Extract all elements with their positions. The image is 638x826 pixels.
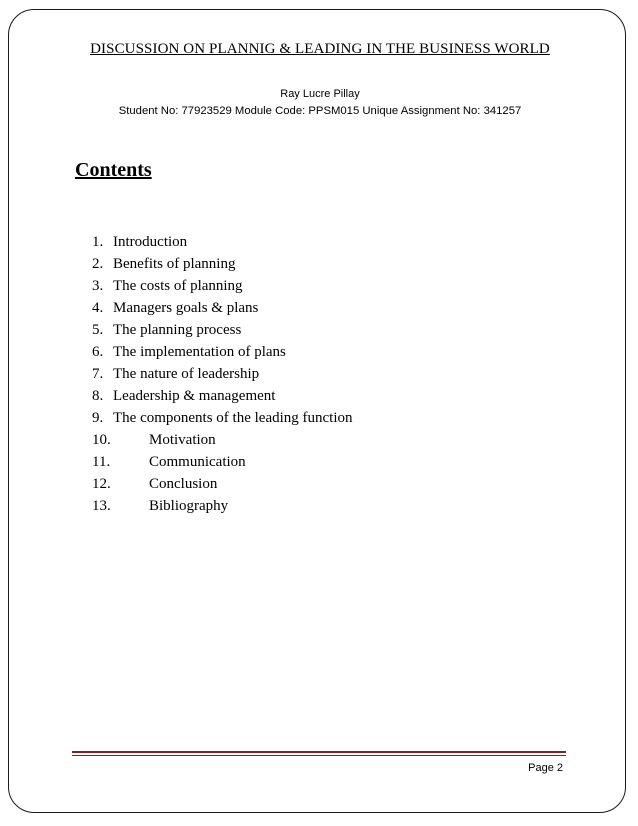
toc-item-number: 4. — [92, 300, 104, 316]
toc-item — [92, 233, 353, 255]
toc-item-number: 5. — [92, 322, 104, 338]
toc-item-label: The nature of leadership — [113, 366, 260, 382]
toc-item-label: Conclusion — [149, 476, 218, 492]
toc-item — [92, 431, 353, 453]
toc-item-label: Managers goals & plans — [113, 300, 259, 316]
toc-item-number: 7. — [92, 366, 104, 382]
student-info: Student No: 77923529 Module Code: PPSM015 Unique Assignment No: 341257 — [118, 105, 522, 117]
toc-item-number: 13. — [92, 498, 111, 514]
toc-item — [92, 277, 353, 299]
toc-item-number: 3. — [92, 278, 104, 294]
footer-rule-thin — [72, 755, 566, 756]
toc-item — [92, 343, 353, 365]
toc-item-number: 1. — [92, 234, 104, 250]
toc-item-label: Leadership & management — [113, 388, 276, 404]
toc-item — [92, 475, 353, 497]
toc-item-label: Motivation — [149, 432, 216, 448]
toc-item-label: The costs of planning — [113, 278, 243, 294]
footer-rule — [72, 751, 566, 753]
toc-item — [92, 255, 353, 277]
document-title: DISCUSSION ON PLANNIG & LEADING IN THE BUSINESS WORLD — [90, 41, 550, 57]
toc-item-number: 10. — [92, 432, 111, 448]
toc-item — [92, 387, 353, 409]
toc-item-number: 9. — [92, 410, 104, 426]
toc-item-number: 8. — [92, 388, 104, 404]
author-name: Ray Lucre Pillay — [280, 88, 360, 100]
toc-item — [92, 497, 353, 519]
toc-item-label: Bibliography — [149, 498, 229, 514]
toc-item-label: Introduction — [113, 234, 188, 250]
contents-heading: Contents — [75, 159, 152, 181]
toc-item-number: 12. — [92, 476, 111, 492]
toc-item — [92, 409, 353, 431]
toc-item — [92, 321, 353, 343]
toc-item-label: Communication — [149, 454, 246, 470]
toc-item-number: 2. — [92, 256, 104, 272]
toc-item — [92, 299, 353, 321]
toc-item-number: 6. — [92, 344, 104, 360]
table-of-contents — [92, 233, 353, 519]
toc-item — [92, 365, 353, 387]
toc-item — [92, 453, 353, 475]
page-number: Page 2 — [528, 762, 563, 774]
toc-item-label: The components of the leading function — [113, 410, 353, 426]
toc-item-number: 11. — [92, 454, 111, 470]
toc-item-label: The planning process — [113, 322, 242, 338]
toc-item-label: Benefits of planning — [113, 256, 236, 272]
toc-item-label: The implementation of plans — [113, 344, 286, 360]
